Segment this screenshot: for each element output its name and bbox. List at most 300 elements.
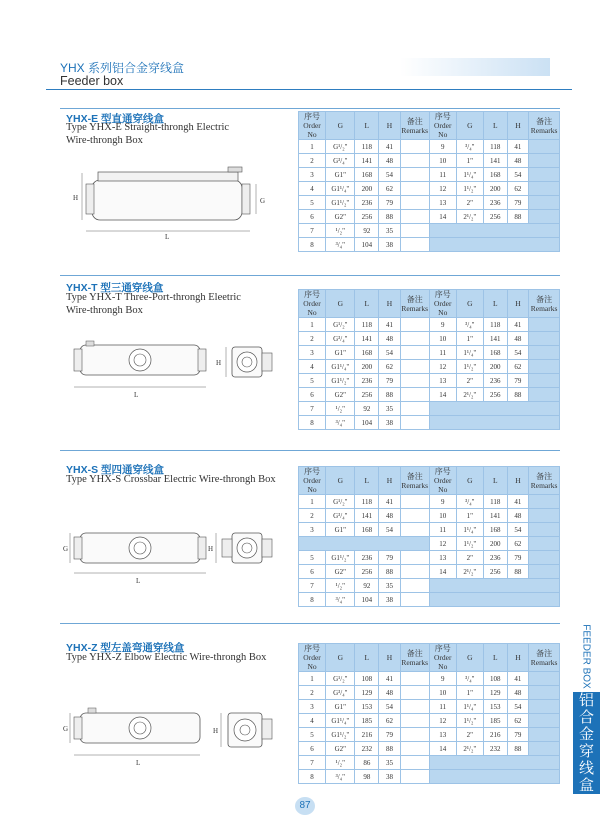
- cell-l: 256: [483, 565, 507, 579]
- empty-cell: [429, 593, 559, 607]
- cell-h: 79: [507, 728, 529, 742]
- cell-remarks: [529, 360, 560, 374]
- cell-g: G¹/₂": [326, 672, 355, 686]
- cell-remarks: [400, 332, 429, 346]
- cell-l: 153: [355, 700, 379, 714]
- table-row: [299, 537, 560, 551]
- col-remarks-cn: 备注: [406, 116, 423, 126]
- cell-g: G1¹/₂": [326, 551, 355, 565]
- table-row: [299, 196, 560, 210]
- cell-remarks: [529, 509, 560, 523]
- table-row: [299, 579, 560, 593]
- cell-h: 41: [379, 495, 401, 509]
- table-row: [299, 140, 560, 154]
- cell-l: 256: [483, 210, 507, 224]
- dim-h-label: H: [213, 727, 219, 735]
- section-title-en: Type YHX-E Straight-throngh Electric: [66, 122, 230, 133]
- cell-remarks: [400, 770, 429, 784]
- cell-no: 2: [299, 686, 326, 700]
- cell-remarks: [529, 672, 560, 686]
- cell-h: 88: [507, 565, 529, 579]
- col-no-en: Order No: [303, 121, 321, 139]
- cell-no: 5: [299, 196, 326, 210]
- cell-remarks: [400, 346, 429, 360]
- cell-g: ³/₄": [326, 593, 355, 607]
- dim-h-label: H: [216, 359, 222, 367]
- section-rule: [60, 450, 560, 451]
- cell-h: 48: [379, 154, 401, 168]
- section-yhx-t: [60, 275, 572, 435]
- dim-g-label: G: [260, 197, 266, 205]
- cell-no: 9: [429, 672, 456, 686]
- cell-h: 79: [507, 374, 529, 388]
- col-no-cn: 序号: [304, 112, 321, 121]
- yhx-t-drawing: [66, 335, 296, 415]
- cell-remarks: [400, 416, 429, 430]
- cell-h: 41: [379, 318, 401, 332]
- cell-g: G2": [326, 565, 355, 579]
- cell-no: 10: [429, 686, 456, 700]
- cell-h: 54: [507, 523, 529, 537]
- cell-remarks: [529, 210, 560, 224]
- cell-g: ³/₄": [326, 770, 355, 784]
- cell-h: 88: [379, 388, 401, 402]
- cell-l: 256: [483, 388, 507, 402]
- cell-no: 12: [429, 360, 456, 374]
- cell-remarks: [400, 523, 429, 537]
- col-remarks-en: Remarks: [530, 303, 558, 313]
- cell-h: 88: [507, 210, 529, 224]
- cell-h: 88: [379, 742, 401, 756]
- col-no-cn: 序号: [434, 112, 451, 121]
- cell-h: 62: [507, 537, 529, 551]
- table-row: [299, 154, 560, 168]
- cell-l: 185: [483, 714, 507, 728]
- col-h: H: [507, 112, 529, 140]
- cell-g: 2¹/₂": [456, 565, 483, 579]
- col-remarks-cn: 备注: [536, 471, 553, 481]
- cell-remarks: [529, 742, 560, 756]
- cell-g: G1": [326, 346, 355, 360]
- cell-h: 48: [379, 509, 401, 523]
- table-row: [299, 388, 560, 402]
- cell-l: 118: [355, 495, 379, 509]
- cell-l: 168: [355, 346, 379, 360]
- col-g: G: [326, 112, 355, 140]
- section-title-en: Type YHX-S Crossbar Electric Wire-throngh Box: [66, 474, 276, 485]
- cell-l: 236: [355, 196, 379, 210]
- cell-remarks: [400, 402, 429, 416]
- cell-remarks: [400, 210, 429, 224]
- cell-l: 141: [483, 154, 507, 168]
- cell-h: 54: [379, 346, 401, 360]
- cell-remarks: [529, 196, 560, 210]
- empty-cell: [429, 579, 559, 593]
- cell-l: 200: [355, 182, 379, 196]
- cell-no: 3: [299, 346, 326, 360]
- cell-remarks: [529, 168, 560, 182]
- cell-g: 1¹/₂": [456, 537, 483, 551]
- table-row: [299, 551, 560, 565]
- spec-table-yhx-e: [298, 111, 560, 252]
- cell-no: 11: [429, 523, 456, 537]
- cell-g: G¹/₂": [326, 318, 355, 332]
- cell-no: 4: [299, 360, 326, 374]
- cell-remarks: [529, 686, 560, 700]
- cell-l: 200: [483, 182, 507, 196]
- cell-remarks: [400, 374, 429, 388]
- section-yhx-z: [60, 623, 572, 795]
- cell-remarks: [529, 182, 560, 196]
- cell-no: 14: [429, 565, 456, 579]
- cell-no: 2: [299, 509, 326, 523]
- cell-h: 79: [507, 196, 529, 210]
- cell-remarks: [400, 140, 429, 154]
- col-remarks-cn: 备注: [406, 294, 423, 304]
- col-g: G: [456, 644, 483, 672]
- cell-g: 1¹/₂": [456, 714, 483, 728]
- table-row: [299, 182, 560, 196]
- cell-no: 13: [429, 374, 456, 388]
- cell-h: 41: [507, 140, 529, 154]
- cell-h: 54: [379, 168, 401, 182]
- cell-g: ³/₄": [456, 495, 483, 509]
- cell-no: 1: [299, 495, 326, 509]
- dim-l-label: L: [136, 577, 141, 585]
- yhx-s-drawing: [63, 525, 296, 595]
- yhx-e-drawing: [68, 163, 278, 253]
- cell-no: 2: [299, 154, 326, 168]
- cell-l: 236: [355, 551, 379, 565]
- cell-no: 5: [299, 551, 326, 565]
- col-h: H: [507, 290, 529, 318]
- table-row: [299, 402, 560, 416]
- side-tab-en-label: FEEDER BOX: [581, 623, 592, 689]
- cell-g: G1¹/₂": [326, 196, 355, 210]
- col-h: H: [379, 290, 401, 318]
- col-remarks-cn: 备注: [536, 648, 553, 658]
- cell-h: 54: [379, 700, 401, 714]
- cell-no: 13: [429, 196, 456, 210]
- cell-g: G³/₄": [326, 154, 355, 168]
- table-row: [299, 238, 560, 252]
- cell-remarks: [400, 238, 429, 252]
- table-row: [299, 770, 560, 784]
- cell-remarks: [400, 388, 429, 402]
- cell-l: 104: [355, 593, 379, 607]
- cell-l: 129: [355, 686, 379, 700]
- cell-remarks: [400, 182, 429, 196]
- cell-remarks: [400, 168, 429, 182]
- cell-no: 3: [299, 700, 326, 714]
- cell-l: 108: [355, 672, 379, 686]
- table-row: [299, 224, 560, 238]
- cell-l: 141: [355, 154, 379, 168]
- cell-no: 9: [429, 140, 456, 154]
- cell-h: 54: [507, 346, 529, 360]
- cell-h: 48: [379, 686, 401, 700]
- page-subtitle: Feeder box: [60, 74, 124, 88]
- cell-l: 153: [483, 700, 507, 714]
- col-remarks-en: Remarks: [401, 303, 429, 313]
- empty-cell: [299, 537, 430, 551]
- cell-l: 236: [483, 551, 507, 565]
- cell-remarks: [400, 686, 429, 700]
- yhx-z-drawing: [63, 703, 296, 778]
- cell-g: 1": [456, 154, 483, 168]
- cell-g: G1¹/₂": [326, 374, 355, 388]
- cell-no: 6: [299, 388, 326, 402]
- col-no-en: Order No: [303, 653, 321, 671]
- cell-no: 12: [429, 537, 456, 551]
- cell-no: 1: [299, 672, 326, 686]
- cell-l: 92: [355, 579, 379, 593]
- section-rule: [60, 275, 560, 276]
- cell-l: 216: [355, 728, 379, 742]
- col-remarks-cn: 备注: [406, 648, 423, 658]
- cell-h: 54: [507, 168, 529, 182]
- cell-no: 4: [299, 182, 326, 196]
- cell-g: 1": [456, 686, 483, 700]
- cell-l: 92: [355, 402, 379, 416]
- col-l: L: [355, 644, 379, 672]
- cell-h: 88: [379, 210, 401, 224]
- cell-l: 118: [355, 318, 379, 332]
- col-l: L: [355, 112, 379, 140]
- cell-l: 236: [483, 196, 507, 210]
- col-g: G: [326, 467, 355, 495]
- cell-l: 141: [355, 509, 379, 523]
- cell-remarks: [400, 509, 429, 523]
- cell-l: 92: [355, 224, 379, 238]
- cell-no: 1: [299, 318, 326, 332]
- cell-remarks: [400, 728, 429, 742]
- spec-table-yhx-s: [298, 466, 560, 607]
- cell-remarks: [400, 700, 429, 714]
- cell-l: 118: [483, 495, 507, 509]
- cell-l: 256: [355, 210, 379, 224]
- cell-remarks: [400, 318, 429, 332]
- cell-remarks: [529, 318, 560, 332]
- cell-l: 86: [355, 756, 379, 770]
- cell-h: 88: [507, 388, 529, 402]
- cell-remarks: [400, 756, 429, 770]
- cell-h: 35: [379, 402, 401, 416]
- empty-cell: [429, 402, 559, 416]
- empty-cell: [429, 756, 559, 770]
- cell-l: 141: [483, 332, 507, 346]
- cell-h: 41: [379, 672, 401, 686]
- cell-l: 104: [355, 238, 379, 252]
- cell-h: 38: [379, 593, 401, 607]
- cell-l: 118: [483, 318, 507, 332]
- col-no-en: Order No: [303, 476, 321, 494]
- header-decoration: [400, 58, 550, 76]
- empty-cell: [429, 416, 559, 430]
- cell-g: G2": [326, 742, 355, 756]
- col-no-cn: 序号: [304, 467, 321, 476]
- cell-g: ¹/₂": [326, 756, 355, 770]
- cell-l: 118: [483, 140, 507, 154]
- cell-l: 129: [483, 686, 507, 700]
- col-remarks-en: Remarks: [401, 657, 429, 667]
- cell-remarks: [529, 537, 560, 551]
- cell-g: ¹/₂": [326, 224, 355, 238]
- cell-l: 168: [483, 346, 507, 360]
- cell-g: 1": [456, 509, 483, 523]
- table-row: [299, 360, 560, 374]
- cell-remarks: [400, 360, 429, 374]
- cell-h: 48: [507, 332, 529, 346]
- cell-g: 1¹/₂": [456, 182, 483, 196]
- col-no-cn: 序号: [434, 290, 451, 299]
- col-remarks-en: Remarks: [530, 657, 558, 667]
- cell-l: 118: [355, 140, 379, 154]
- col-remarks-cn: 备注: [536, 294, 553, 304]
- col-no-en: Order No: [433, 121, 452, 139]
- cell-remarks: [529, 565, 560, 579]
- cell-no: 3: [299, 523, 326, 537]
- cell-no: 13: [429, 728, 456, 742]
- cell-g: G1¹/₄": [326, 182, 355, 196]
- col-remarks-cn: 备注: [406, 471, 423, 481]
- cell-l: 236: [483, 374, 507, 388]
- cell-g: G1": [326, 523, 355, 537]
- cell-no: 14: [429, 388, 456, 402]
- cell-no: 7: [299, 402, 326, 416]
- cell-no: 11: [429, 700, 456, 714]
- table-row: [299, 523, 560, 537]
- cell-no: 6: [299, 742, 326, 756]
- cell-g: G2": [326, 388, 355, 402]
- cell-g: 1¹/₄": [456, 523, 483, 537]
- col-l: L: [355, 467, 379, 495]
- cell-remarks: [400, 742, 429, 756]
- cell-g: ³/₄": [456, 672, 483, 686]
- table-row: [299, 728, 560, 742]
- table-row: [299, 210, 560, 224]
- cell-no: 11: [429, 168, 456, 182]
- cell-remarks: [400, 196, 429, 210]
- col-l: L: [483, 644, 507, 672]
- col-l: L: [483, 467, 507, 495]
- cell-no: 3: [299, 168, 326, 182]
- cell-no: 7: [299, 756, 326, 770]
- cell-g: ¹/₂": [326, 579, 355, 593]
- table-row: [299, 593, 560, 607]
- cell-remarks: [529, 495, 560, 509]
- cell-no: 10: [429, 332, 456, 346]
- cell-g: G¹/₂": [326, 140, 355, 154]
- cell-g: G1¹/₄": [326, 360, 355, 374]
- col-h: H: [507, 467, 529, 495]
- table-row: [299, 509, 560, 523]
- cell-l: 232: [483, 742, 507, 756]
- cell-h: 41: [379, 140, 401, 154]
- cell-l: 200: [355, 360, 379, 374]
- col-no-cn: 序号: [304, 644, 321, 653]
- cell-no: 5: [299, 374, 326, 388]
- side-tab-en: [573, 622, 600, 690]
- cell-no: 9: [429, 495, 456, 509]
- col-h: H: [379, 112, 401, 140]
- section-title-en-2: Wire-throngh Box: [66, 305, 143, 316]
- col-g: G: [456, 467, 483, 495]
- table-row: [299, 374, 560, 388]
- section-title-cn: YHX-T 型三通穿线盒: [66, 282, 164, 294]
- cell-remarks: [529, 551, 560, 565]
- cell-no: 7: [299, 579, 326, 593]
- cell-remarks: [400, 224, 429, 238]
- cell-no: 12: [429, 182, 456, 196]
- cell-remarks: [400, 714, 429, 728]
- cell-no: 8: [299, 770, 326, 784]
- cell-g: G1": [326, 168, 355, 182]
- cell-remarks: [529, 346, 560, 360]
- section-title-cn: YHX-E 型直通穿线盒: [66, 113, 165, 125]
- table-row: [299, 700, 560, 714]
- cell-l: 185: [355, 714, 379, 728]
- cell-no: 8: [299, 238, 326, 252]
- cell-l: 168: [483, 523, 507, 537]
- cell-h: 88: [379, 565, 401, 579]
- col-no-cn: 序号: [434, 467, 451, 476]
- col-remarks-en: Remarks: [530, 125, 558, 135]
- cell-no: 14: [429, 742, 456, 756]
- cell-g: G1¹/₂": [326, 728, 355, 742]
- cell-g: G³/₄": [326, 332, 355, 346]
- cell-remarks: [529, 140, 560, 154]
- cell-g: 2": [456, 374, 483, 388]
- cell-h: 41: [507, 495, 529, 509]
- cell-l: 256: [355, 565, 379, 579]
- col-h: H: [379, 644, 401, 672]
- cell-g: G³/₄": [326, 509, 355, 523]
- col-g: G: [326, 290, 355, 318]
- cell-l: 200: [483, 537, 507, 551]
- cell-h: 79: [379, 728, 401, 742]
- cell-remarks: [529, 728, 560, 742]
- table-row: [299, 714, 560, 728]
- cell-g: ³/₄": [326, 416, 355, 430]
- cell-no: 11: [429, 346, 456, 360]
- cell-remarks: [529, 523, 560, 537]
- cell-h: 62: [507, 360, 529, 374]
- col-no-cn: 序号: [304, 290, 321, 299]
- dim-h-label: H: [208, 545, 214, 553]
- cell-h: 62: [379, 714, 401, 728]
- cell-g: 1¹/₄": [456, 168, 483, 182]
- table-row: [299, 318, 560, 332]
- cell-h: 62: [507, 714, 529, 728]
- col-remarks-cn: 备注: [536, 116, 553, 126]
- table-row: [299, 742, 560, 756]
- cell-remarks: [529, 374, 560, 388]
- cell-l: 168: [355, 168, 379, 182]
- table-row: [299, 672, 560, 686]
- section-title-cn: YHX-S 型四通穿线盒: [66, 464, 165, 476]
- cell-remarks: [400, 593, 429, 607]
- section-title-en-2: Wire-throngh Box: [66, 135, 143, 146]
- section-title-en: Type YHX-Z Elbow Electric Wire-throngh Box: [66, 652, 267, 663]
- cell-no: 8: [299, 593, 326, 607]
- cell-remarks: [400, 495, 429, 509]
- cell-g: 2": [456, 728, 483, 742]
- cell-h: 48: [507, 509, 529, 523]
- cell-h: 48: [379, 332, 401, 346]
- cell-l: 232: [355, 742, 379, 756]
- section-yhx-s: [60, 450, 572, 610]
